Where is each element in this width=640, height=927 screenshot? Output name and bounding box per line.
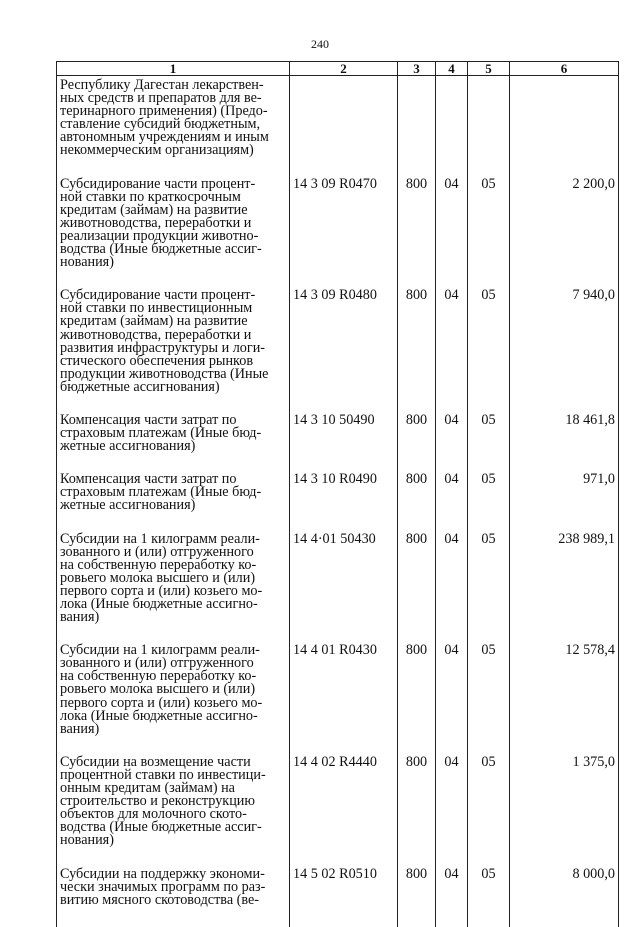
description-line: кредитам (займам) на развитие bbox=[60, 201, 248, 218]
description-line: реализации продукции животно- bbox=[60, 227, 259, 244]
row-amount: 8 000,0 bbox=[510, 868, 619, 927]
row-col5: 05 bbox=[468, 414, 510, 473]
row-col4: 04 bbox=[436, 533, 468, 645]
description-line: теринарного применения) (Предо- bbox=[60, 103, 268, 120]
row-description bbox=[57, 530, 290, 645]
column-header-6: 6 bbox=[510, 62, 619, 76]
row-amount: 2 200,0 bbox=[510, 178, 619, 290]
row-description bbox=[57, 644, 290, 756]
row-description bbox=[57, 753, 290, 868]
column-header-2: 2 bbox=[290, 62, 398, 76]
description-line: Субсидии на возмещение части bbox=[60, 753, 251, 770]
continuation-row bbox=[57, 76, 619, 178]
row-description bbox=[57, 473, 290, 532]
description-line: Субсидии на 1 килограмм реали- bbox=[60, 530, 260, 547]
description-line: ной ставки по инвестиционным bbox=[60, 300, 253, 317]
table-row bbox=[57, 289, 619, 414]
description-line: Компенсация части затрат по bbox=[60, 411, 237, 428]
table-row bbox=[57, 533, 619, 645]
row-col3: 800 bbox=[398, 289, 436, 414]
description-line: продукции животноводства (Иные bbox=[60, 365, 269, 382]
row-col4: 04 bbox=[436, 644, 468, 756]
row-col5: 05 bbox=[468, 644, 510, 756]
row-col5: 05 bbox=[468, 289, 510, 414]
row-col4: 04 bbox=[436, 414, 468, 473]
row-code: 14 3 10 R0490 bbox=[290, 473, 398, 532]
row-description bbox=[57, 865, 290, 927]
row-col3: 800 bbox=[398, 178, 436, 290]
description-line: витию мясного скотоводства (ве- bbox=[60, 891, 260, 908]
description-line: животноводства, переработки и bbox=[60, 214, 252, 231]
table-row bbox=[57, 473, 619, 532]
description-line: страховым платежам (Иные бюд- bbox=[60, 484, 262, 501]
row-col5: 05 bbox=[468, 473, 510, 532]
description-line: первого сорта и (или) козьего мо- bbox=[60, 582, 263, 599]
table-row bbox=[57, 868, 619, 927]
row-col5: 05 bbox=[468, 178, 510, 290]
description-line: Республику Дагестан лекарствен- bbox=[60, 77, 264, 93]
row-col5: 05 bbox=[468, 533, 510, 645]
row-amount: 971,0 bbox=[510, 473, 619, 532]
row-description bbox=[57, 175, 290, 290]
row-col4: 04 bbox=[436, 473, 468, 532]
row-col3: 800 bbox=[398, 868, 436, 927]
description-line: водства (Иные бюджетные ассиг- bbox=[60, 241, 262, 258]
row-amount: 7 940,0 bbox=[510, 289, 619, 414]
row-code: 14 4 01 R0430 bbox=[290, 644, 398, 756]
description-line: нования) bbox=[60, 254, 114, 271]
row-amount: 238 989,1 bbox=[510, 533, 619, 645]
row-amount: 1 375,0 bbox=[510, 756, 619, 868]
table-row bbox=[57, 644, 619, 756]
table-header-row bbox=[57, 62, 619, 76]
description-line: зованного и (или) отгруженного bbox=[60, 655, 254, 672]
row-code: 14 3 09 R0470 bbox=[290, 178, 398, 290]
row-col3: 800 bbox=[398, 644, 436, 756]
description-line: развития инфраструктуры и логи- bbox=[60, 339, 266, 356]
description-line: водства (Иные бюджетные ассиг- bbox=[60, 819, 262, 836]
description-line: некоммерческим организациям) bbox=[60, 142, 254, 159]
description-line: вания) bbox=[60, 720, 100, 737]
row-col4: 04 bbox=[436, 178, 468, 290]
row-col3: 800 bbox=[398, 414, 436, 473]
row-code: 14 4·01 50430 bbox=[290, 533, 398, 645]
description-line: первого сорта и (или) козьего мо- bbox=[60, 694, 263, 711]
table-row bbox=[57, 414, 619, 473]
description-line: Субсидирование части процент- bbox=[60, 175, 256, 192]
description-line: Субсидирование части процент- bbox=[60, 287, 256, 304]
continuation-description bbox=[57, 76, 290, 178]
description-line: онным кредитам (займам) на bbox=[60, 780, 235, 797]
column-header-4: 4 bbox=[436, 62, 468, 76]
row-amount: 18 461,8 bbox=[510, 414, 619, 473]
column-header-1: 1 bbox=[57, 62, 290, 76]
description-line: процентной ставки по инвестици- bbox=[60, 766, 266, 783]
row-col3: 800 bbox=[398, 533, 436, 645]
description-line: объектов для молочного ското- bbox=[60, 806, 247, 823]
description-line: страховым платежам (Иные бюд- bbox=[60, 425, 262, 442]
row-col3: 800 bbox=[398, 756, 436, 868]
table-row bbox=[57, 756, 619, 868]
description-line: ставление субсидий бюджетным, bbox=[60, 116, 261, 133]
description-line: чески значимых программ по раз- bbox=[60, 878, 266, 895]
row-amount: 12 578,4 bbox=[510, 644, 619, 756]
description-line: Субсидии на поддержку экономи- bbox=[60, 865, 265, 882]
description-line: животноводства, переработки и bbox=[60, 326, 252, 343]
column-header-5: 5 bbox=[468, 62, 510, 76]
description-line: нования) bbox=[60, 832, 114, 849]
row-description bbox=[57, 411, 290, 473]
row-col5: 05 bbox=[468, 756, 510, 868]
row-col5: 05 bbox=[468, 868, 510, 927]
description-line: кредитам (займам) на развитие bbox=[60, 313, 248, 330]
description-line: лока (Иные бюджетные ассигно- bbox=[60, 707, 258, 724]
description-line: вания) bbox=[60, 609, 100, 626]
budget-table bbox=[56, 61, 619, 927]
row-description bbox=[57, 289, 290, 414]
page-number: 240 bbox=[311, 37, 329, 51]
description-line: Субсидии на 1 килограмм реали- bbox=[60, 642, 260, 659]
description-line: зованного и (или) отгруженного bbox=[60, 543, 254, 560]
description-line: ровьего молока высшего и (или) bbox=[60, 569, 256, 586]
description-line: ной ставки по краткосрочным bbox=[60, 188, 241, 205]
row-col4: 04 bbox=[436, 756, 468, 868]
row-col3: 800 bbox=[398, 473, 436, 532]
column-header-3: 3 bbox=[398, 62, 436, 76]
row-code: 14 4 02 R4440 bbox=[290, 756, 398, 868]
description-line: на собственную переработку ко- bbox=[60, 556, 257, 573]
description-line: ровьего молока высшего и (или) bbox=[60, 681, 256, 698]
row-code: 14 3 09 R0480 bbox=[290, 289, 398, 414]
table-row bbox=[57, 178, 619, 290]
description-line: бюджетные ассигнования) bbox=[60, 378, 220, 395]
description-line: строительство и реконструкцию bbox=[60, 793, 255, 810]
row-col4: 04 bbox=[436, 868, 468, 927]
description-line: жетные ассигнования) bbox=[60, 438, 196, 455]
description-line: жетные ассигнования) bbox=[60, 497, 196, 514]
description-line: ных средств и препаратов для ве- bbox=[60, 90, 262, 107]
description-line: лока (Иные бюджетные ассигно- bbox=[60, 596, 258, 612]
row-col4: 04 bbox=[436, 289, 468, 414]
description-line: стического обеспечения рынков bbox=[60, 352, 254, 369]
description-line: Компенсация части затрат по bbox=[60, 471, 237, 488]
row-code: 14 5 02 R0510 bbox=[290, 868, 398, 927]
description-line: на собственную переработку ко- bbox=[60, 668, 257, 685]
description-line: автономным учреждениям и иным bbox=[60, 129, 269, 146]
row-code: 14 3 10 50490 bbox=[290, 414, 398, 473]
